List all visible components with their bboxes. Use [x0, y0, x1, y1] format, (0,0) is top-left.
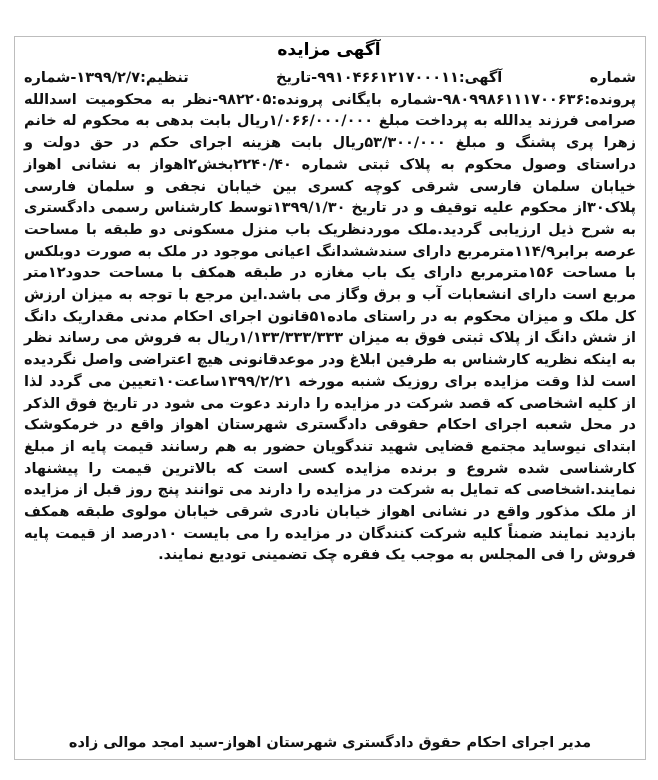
- notice-signature: مدیر اجرای احکام حقوق دادگستری شهرستان اهواز-سید امجد موالی زاده: [68, 735, 592, 751]
- notice-body: شماره آگهی:۹۹۱۰۴۶۶۱۲۱۷۰۰۰۱۱-تاریخ تنظیم:۱۳۹۹/۲/۷-شماره پرونده:۹۸۰۹۹۸۶۱۱۱۷۰۰۶۳۶-شماره بایگانی پرونده:۹۸۲۲۰۵-نظر به محکومیت اسدالله صرامی فرزند یدالله به پرداخت مبلغ ۱/۰۶۶/۰۰۰/۰۰۰ریال بابت بدهی به محکوم له خانم زهرا پری پشنگ و مبلغ ۵۳/۳۰۰/۰۰۰ریال بابت هزینه اجرای حکم در حق دولت و دراستای وصول محکوم به پلاک ثبتی شماره ۲۲۴۰/۴۰بخش۲اهواز به نشانی اهواز خیابان سلمان فارسی شرقی کوچه کسری بین خیابان نجفی و سلمان فارسی پلاک۳۰از محکوم علیه توقیف و در تاریخ ۱۳۹۹/۱/۳۰توسط کارشناس رسمی دادگستری به شرح ذیل ارزیابی گردید.ملک موردنظریک باب منزل مسکونی دو طبقه با مساحت عرصه برابر۱۱۴/۹مترمربع دارای سندششدانگ اعیانی موجود در ملک به صورت دوبلکس با مساحت ۱۵۶مترمربع دارای یک باب مغازه در طبقه همکف با مساحت حدود۱۲متر مربع است دارای انشعابات آب و برق وگاز می باشد.این مرجع با توجه به میزان ارزش کل ملک و میزان محکوم به در راستای ماده۵۱قانون اجرای احکام مدنی مقداریک دانگ از شش دانگ از پلاک ثبتی فوق به میزان ۱/۱۳۳/۳۳۳/۳۳۳ریال به فروش می رساند نظر به اینکه نظریه کارشناس به طرفین ابلاغ ودر موعدقانونی هیچ اعتراضی واصل نگردیده است لذا وقت مزایده برای روزیک شنبه مورخه ۱۳۹۹/۲/۲۱ساعت۱۰تعیین می گردد لذا از کلیه اشخاصی که قصد شرکت در مزایده را دارند دعوت می شود در تاریخ فوق الذکر در محل شعبه اجرای احکام حقوقی دادگستری شهرستان اهواز واقع در خرمکوشک ابتدای نیوساید مجتمع قضایی شهید تندگویان حضور به هم رسانند قیمت پایه از مبلغ کارشناسی شده شروع و برنده مزایده کسی است که بالاترین قیمت را پیشنهاد نمایند.اشخاصی که تمایل به شرکت در مزایده را دارند می توانند پنج روز قبل از مزایده از ملک مذکور واقع در نشانی اهواز خیابان نادری شرقی خیابان مولوی طبقه همکف بازدید نمایند ضمناً کلیه شرکت کنندگان در مزایده را می بایست ۱۰درصد از قیمت پایه فروش را فی المجلس به موجب یک فقره چک تضمینی تودیع نمایند.: [24, 70, 637, 564]
- notice-title: آگهی مزایده: [277, 40, 381, 60]
